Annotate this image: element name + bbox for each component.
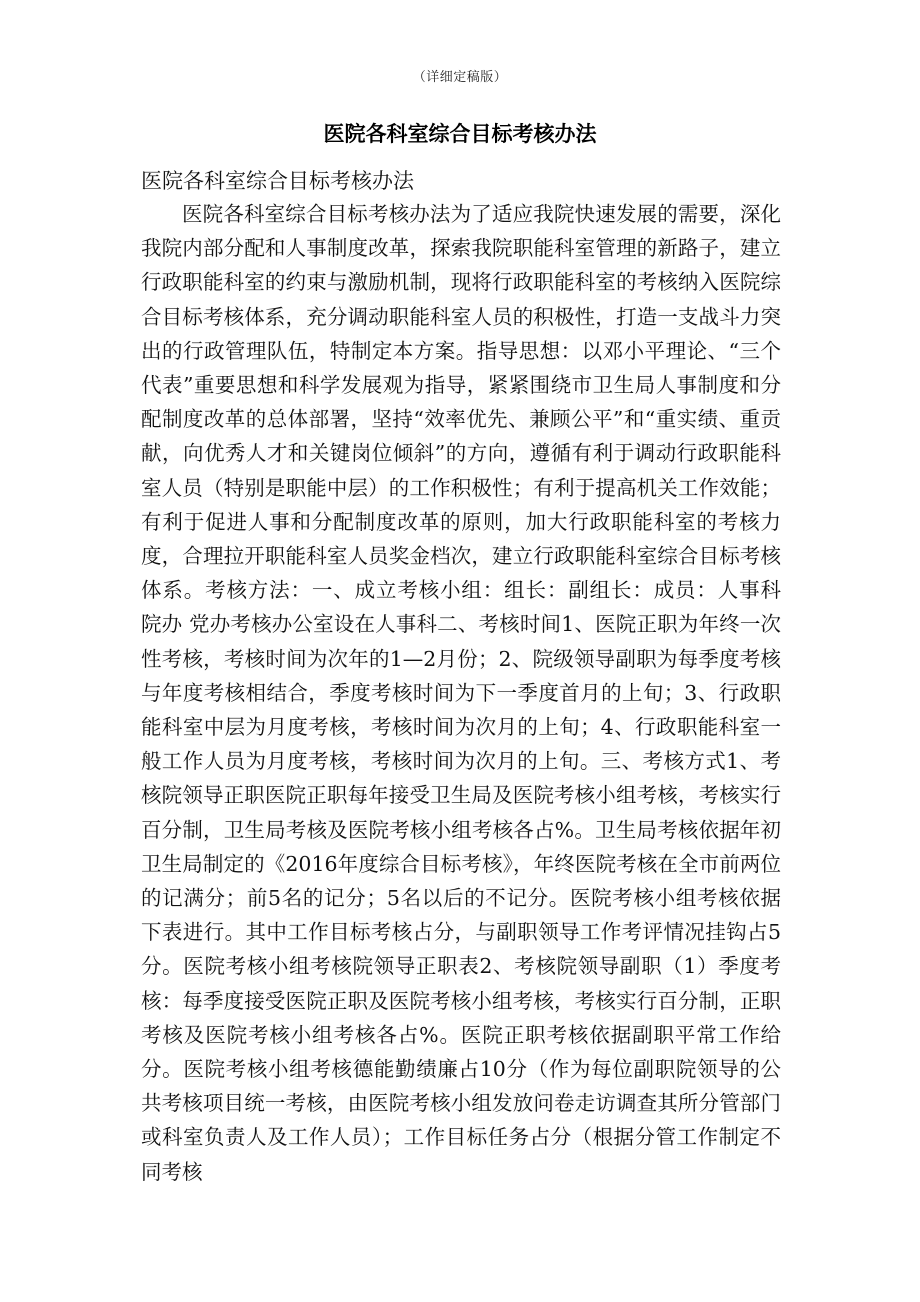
- document-subtitle: 医院各科室综合目标考核办法: [141, 169, 414, 193]
- document-title: 医院各科室综合目标考核办法: [323, 121, 597, 146]
- header-note: （详细定稿版）: [412, 70, 508, 85]
- body-paragraph: 医院各科室综合目标考核办法为了适应我院快速发展的需要，深化我院内部分配和人事制度改革，探索我院职能科室管理的新路子，建立行政职能科室的约束与激励机制，现将行政职能科室的考核纳入医院综合目标考核体系，充分调动职能科室人员的积极性，打造一支战斗力突出的行政管理队伍，特制定本方案。指导思想：以邓小平理论、“三个代表”重要思想和科学发展观为指导，紧紧围绕市卫生局人事制度和分配制度改革的总体部署，坚持“效率优先、兼顾公平”和“重实绩、重贡献，向优秀人才和关键岗位倾斜”的方向，遵循有利于调动行政职能科室人员（特别是职能中层）的工作积极性；有利于提高机关工作效能；有利于促进人事和分配制度改革的原则，加大行政职能科室的考核力度，合理拉开职能科室人员奖金档次，建立行政职能科室综合目标考核体系。考核方法：一、成立考核小组：组长：副组长：成员：人事科 院办 党办考核办公室设在人事科二、考核时间1、医院正职为年终一次性考核，考核时间为次年的1—2月份；2、院级领导副职为每季度考核与年度考核相结合，季度考核时间为下一季度首月的上旬；3、行政职能科室中层为月度考核，考核时间为次月的上旬；4、行政职能科室一般工作人员为月度考核，考核时间为次月的上旬。三、考核方式1、考核院领导正职医院正职每年接受卫生局及医院考核小组考核，考核实行百分制，卫生局考核及医院考核小组考核各占%。卫生局考核依据年初卫生局制定的《2016年度综合目标考核》，年终医院考核在全市前两位的记满分；前5名的记分；5名以后的不记分。医院考核小组考核依据下表进行。其中工作目标考核占分，与副职领导工作考评情况挂钩占5分。医院考核小组考核院领导正职表2、考核院领导副职（1）季度考核：每季度接受医院正职及医院考核小组考核，考核实行百分制，正职考核及医院考核小组考核各占%。医院正职考核依据副职平常工作给分。医院考核小组考核德能勤绩廉占10分（作为每位副职院领导的公共考核项目统一考核，由医院考核小组发放问卷走访调查其所分管部门或科室负责人及工作人员）；工作目标任务占分（根据分管工作制定不同考核: [141, 202, 781, 1184]
